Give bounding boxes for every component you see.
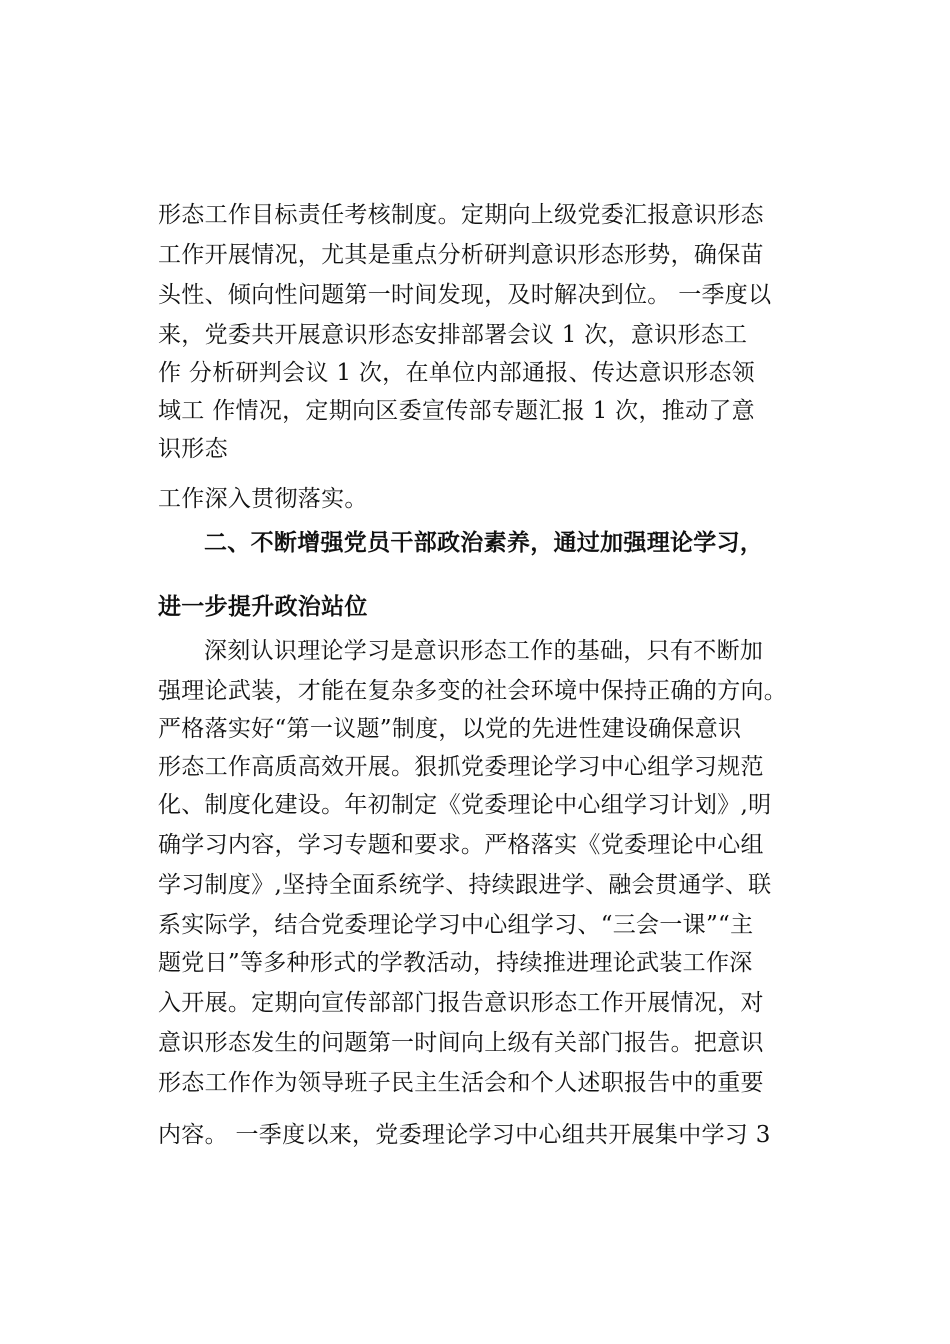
section-heading: 二、不断增强党员干部政治素养，通过加强理论学习， [204, 530, 764, 556]
paragraph-line: 强理论武装，才能在复杂多变的社会环境中保持正确的方向。 [158, 678, 788, 704]
paragraph-line: 形态工作目标责任考核制度。定期向上级党委汇报意识形态 [158, 202, 764, 228]
paragraph-line: 确学习内容，学习专题和要求。严格落实《党委理论中心组 [158, 832, 764, 858]
paragraph-line: 头性、倾向性问题第一时间发现，及时解决到位。 一季度以 [158, 282, 772, 308]
paragraph-line: 内容。 一季度以来，党委理论学习中心组共开展集中学习 3 [158, 1122, 771, 1148]
paragraph-line: 作 分析研判会议 1 次，在单位内部通报、传达意识形态领 [158, 360, 755, 386]
paragraph-line: 入开展。定期向宣传部部门报告意识形态工作开展情况，对 [158, 990, 764, 1016]
paragraph-line: 形态工作高质高效开展。狠抓党委理论学习中心组学习规范 [158, 754, 764, 780]
paragraph-line: 工作深入贯彻落实。 [158, 486, 368, 512]
paragraph-line: 形态工作作为领导班子民主生活会和个人述职报告中的重要 [158, 1070, 764, 1096]
paragraph-line: 深刻认识理论学习是意识形态工作的基础，只有不断加 [204, 638, 764, 664]
paragraph-line: 题党日”等多种形式的学教活动，持续推进理论武装工作深 [158, 950, 753, 976]
paragraph-line: 来，党委共开展意识形态安排部署会议 1 次，意识形态工 [158, 322, 748, 348]
section-heading-continued: 进一步提升政治站位 [158, 594, 368, 620]
paragraph-line: 严格落实好“第一议题”制度，以党的先进性建设确保意识 [158, 716, 742, 742]
paragraph-line: 化、制度化建设。年初制定《党委理论中心组学习计划》,明 [158, 792, 772, 818]
paragraph-line: 系实际学，结合党委理论学习中心组学习、“三会一课”“主 [158, 912, 754, 938]
paragraph-line: 域工 作情况，定期向区委宣传部专题汇报 1 次，推动了意 [158, 398, 755, 424]
paragraph-line: 识形态 [158, 436, 228, 462]
paragraph-line: 工作开展情况，尤其是重点分析研判意识形态形势，确保苗 [158, 242, 764, 268]
paragraph-line: 意识形态发生的问题第一时间向上级有关部门报告。把意识 [158, 1030, 764, 1056]
paragraph-line: 学习制度》,坚持全面系统学、持续跟进学、融会贯通学、联 [158, 872, 772, 898]
